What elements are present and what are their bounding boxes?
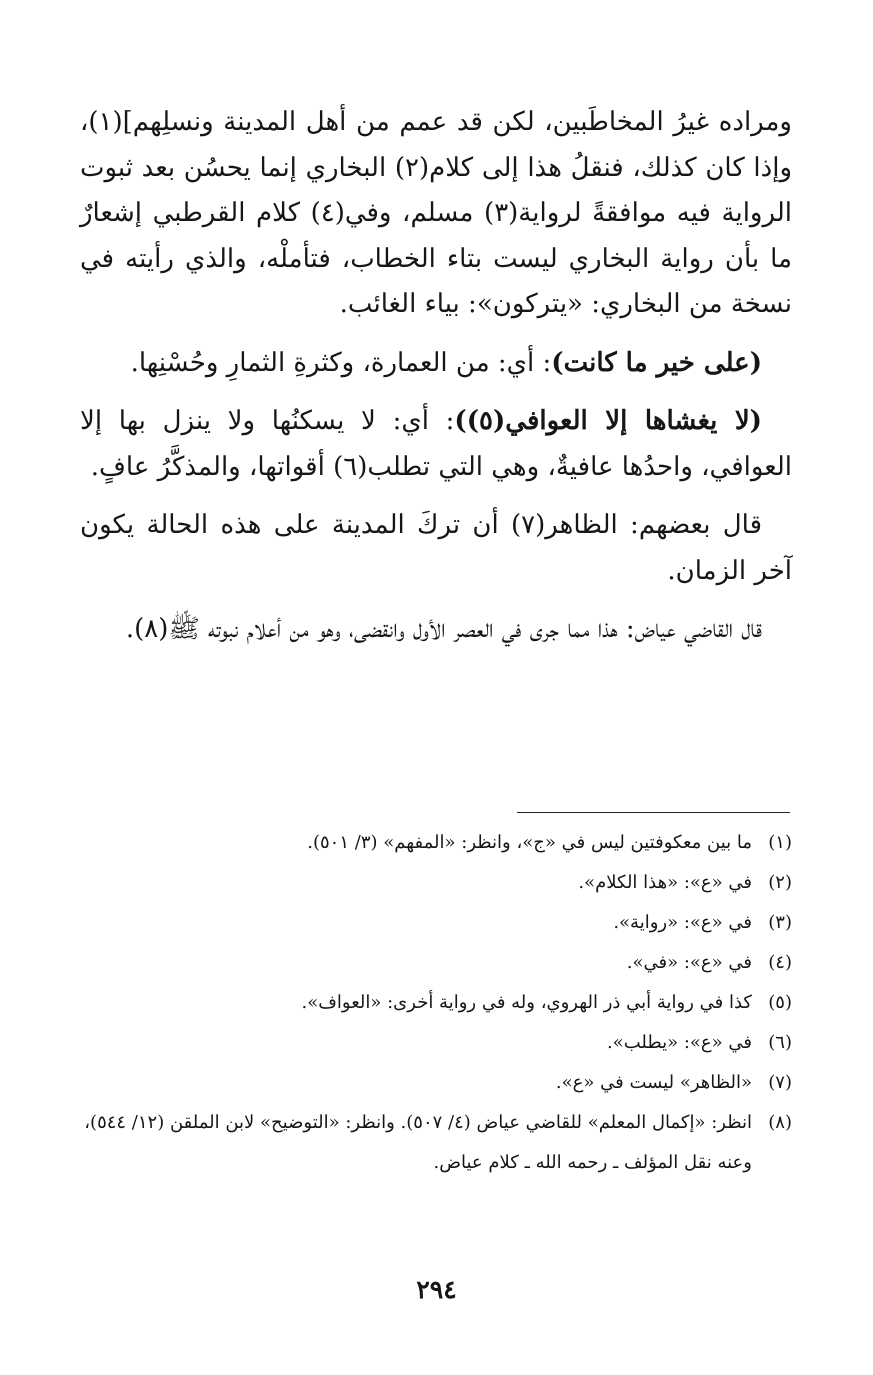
footnote	[80, 983, 792, 1023]
paragraph-1: ومراده غيرُ المخاطَبين، لكن قد عمم من أهل المدينة ونسلِهم](١)، وإذا كان كذلك، فنقلُ هذا إلى كلام(٢) البخاري إنما يحسُن بعد ثبوت الرواية فيه موافقةً لرواية(٣) مسلم، وفي(٤) كلام القرطبي إشعارٌ ما بأن رواية البخاري ليست بتاء الخطاب، فتأملْه، والذي رأيته في نسخة من البخاري: «يتركون»: بياء الغائب.	[80, 107, 793, 319]
footnote-text: ما بين معكوفتين ليس في «ج»، وانظر: «المفهم» (٣/ ٥٠١).	[307, 832, 752, 853]
paragraph-3	[80, 399, 792, 490]
footnote-number: (١)	[768, 832, 792, 853]
footnote-number: (٢)	[768, 872, 792, 893]
footnote-text: في «ع»: «في».	[626, 952, 752, 973]
footnote-number: (٥)	[768, 992, 792, 1013]
lemma-2: (لا يغشاها إلا العوافي(٥))	[454, 406, 762, 436]
paragraph-2	[80, 341, 792, 387]
paragraph-4: قال بعضهم: الظاهر(٧) أن تركَ المدينة على هذه الحالة يكون آخر الزمان.	[80, 510, 792, 586]
footnote-number: (٤)	[768, 952, 792, 973]
footnote-text: في «ع»: «يطلب».	[606, 1032, 752, 1053]
footnote-separator	[517, 812, 790, 813]
footnote-text: كذا في رواية أبي ذر الهروي، وله في رواية أخرى: «العواف».	[301, 992, 752, 1013]
footnote	[80, 903, 792, 943]
footnote	[80, 1063, 792, 1103]
footnotes	[80, 823, 792, 1183]
explanation-1: : أي: من العمارة، وكثرةِ الثمارِ وحُسْنِها.	[130, 347, 552, 378]
footnote	[80, 943, 792, 983]
footnote-number: (٧)	[768, 1072, 792, 1093]
lemma-1: (على خير ما كانت)	[551, 347, 762, 378]
main-text	[80, 100, 792, 666]
footnote-text: انظر: «إكمال المعلم» للقاضي عياض (٤/ ٥٠٧). وانظر: «التوضيح» لابن الملقن (١٢/ ٥٤٤)، وعنه نقل المؤلف ـ رحمه الله ـ كلام عياض.	[84, 1112, 752, 1173]
footnote-number: (٦)	[768, 1032, 792, 1053]
footnote-text: «الظاهر» ليست في «ع».	[555, 1072, 752, 1093]
footnote	[80, 1023, 792, 1063]
footnote-number: (٨)	[768, 1112, 792, 1133]
footnote	[80, 863, 792, 903]
page-number: ٢٩٤	[416, 1275, 457, 1304]
explanation-2: : أي: لا يسكنُها ولا ينزل بها إلا العوافي، واحدُها عافيةٌ، وهي التي تطلب(٦) أقواتها، والمذكَّرُ عافٍ.	[80, 406, 792, 482]
footnote-text: في «ع»: «رواية».	[613, 912, 752, 933]
footnote	[80, 1103, 792, 1183]
footnote-text: في «ع»: «هذا الكلام».	[578, 872, 752, 893]
paragraph-5: قال القاضي عياض: هذا مما جرى في العصر الأول وانقضى، وهو من أعلام نبوته ﷺ(٨).	[125, 614, 762, 644]
footnote-number: (٣)	[768, 912, 792, 933]
footnote	[80, 823, 792, 863]
